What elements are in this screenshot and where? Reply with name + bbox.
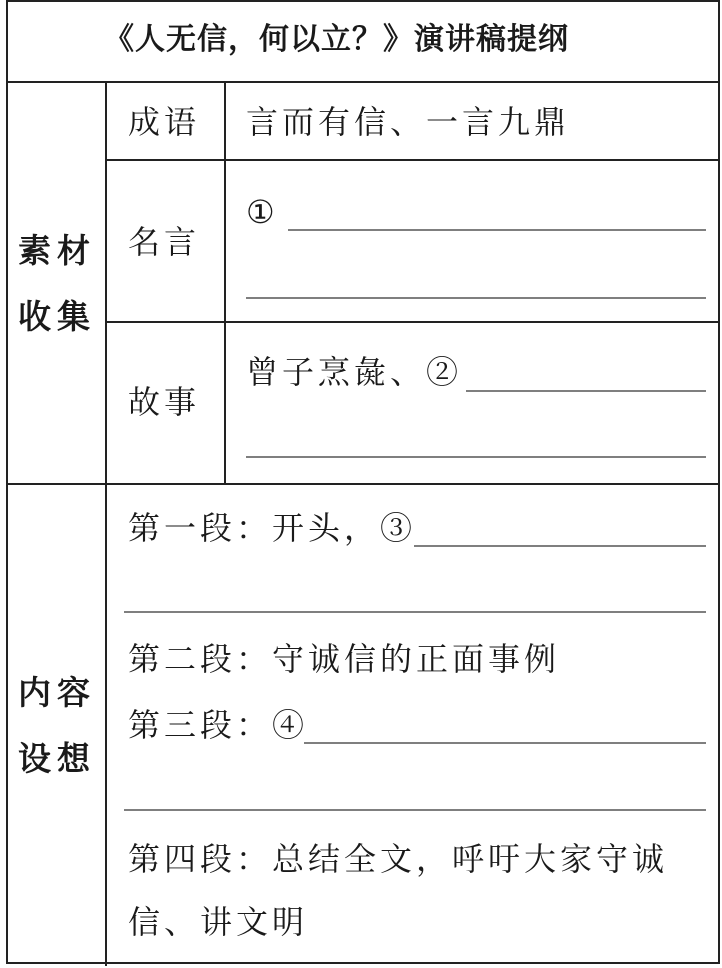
story-value: 曾子烹彘、②: [246, 353, 463, 391]
paragraph-1-text: 第一段：开头，③: [128, 509, 417, 547]
paragraph-2-text: 第二段：守诚信的正面事例: [128, 640, 561, 678]
idiom-value: 言而有信、一言九鼎: [246, 103, 571, 141]
content-heading-line2: 设想: [18, 739, 96, 778]
quote-label: 名言: [128, 223, 201, 261]
material-heading-line2: 收集: [18, 297, 96, 336]
outline-table: [6, 0, 720, 966]
quote-blank-marker: ①: [246, 193, 279, 231]
page-title: 《人无信，何以立？》演讲稿提纲: [104, 22, 569, 57]
paragraph-3-text: 第三段：④: [128, 706, 309, 744]
material-heading-line1: 素材: [18, 231, 96, 270]
table-grid: [6, 0, 720, 966]
paragraph-4-text-line2: 信、讲文明: [128, 903, 309, 941]
table-border: [7, 1, 719, 963]
content-heading-line1: 内容: [18, 673, 96, 712]
paragraph-4-text-line1: 第四段：总结全文，呼吁大家守诚: [128, 840, 669, 878]
story-label: 故事: [128, 383, 201, 421]
idiom-label: 成语: [128, 103, 201, 141]
